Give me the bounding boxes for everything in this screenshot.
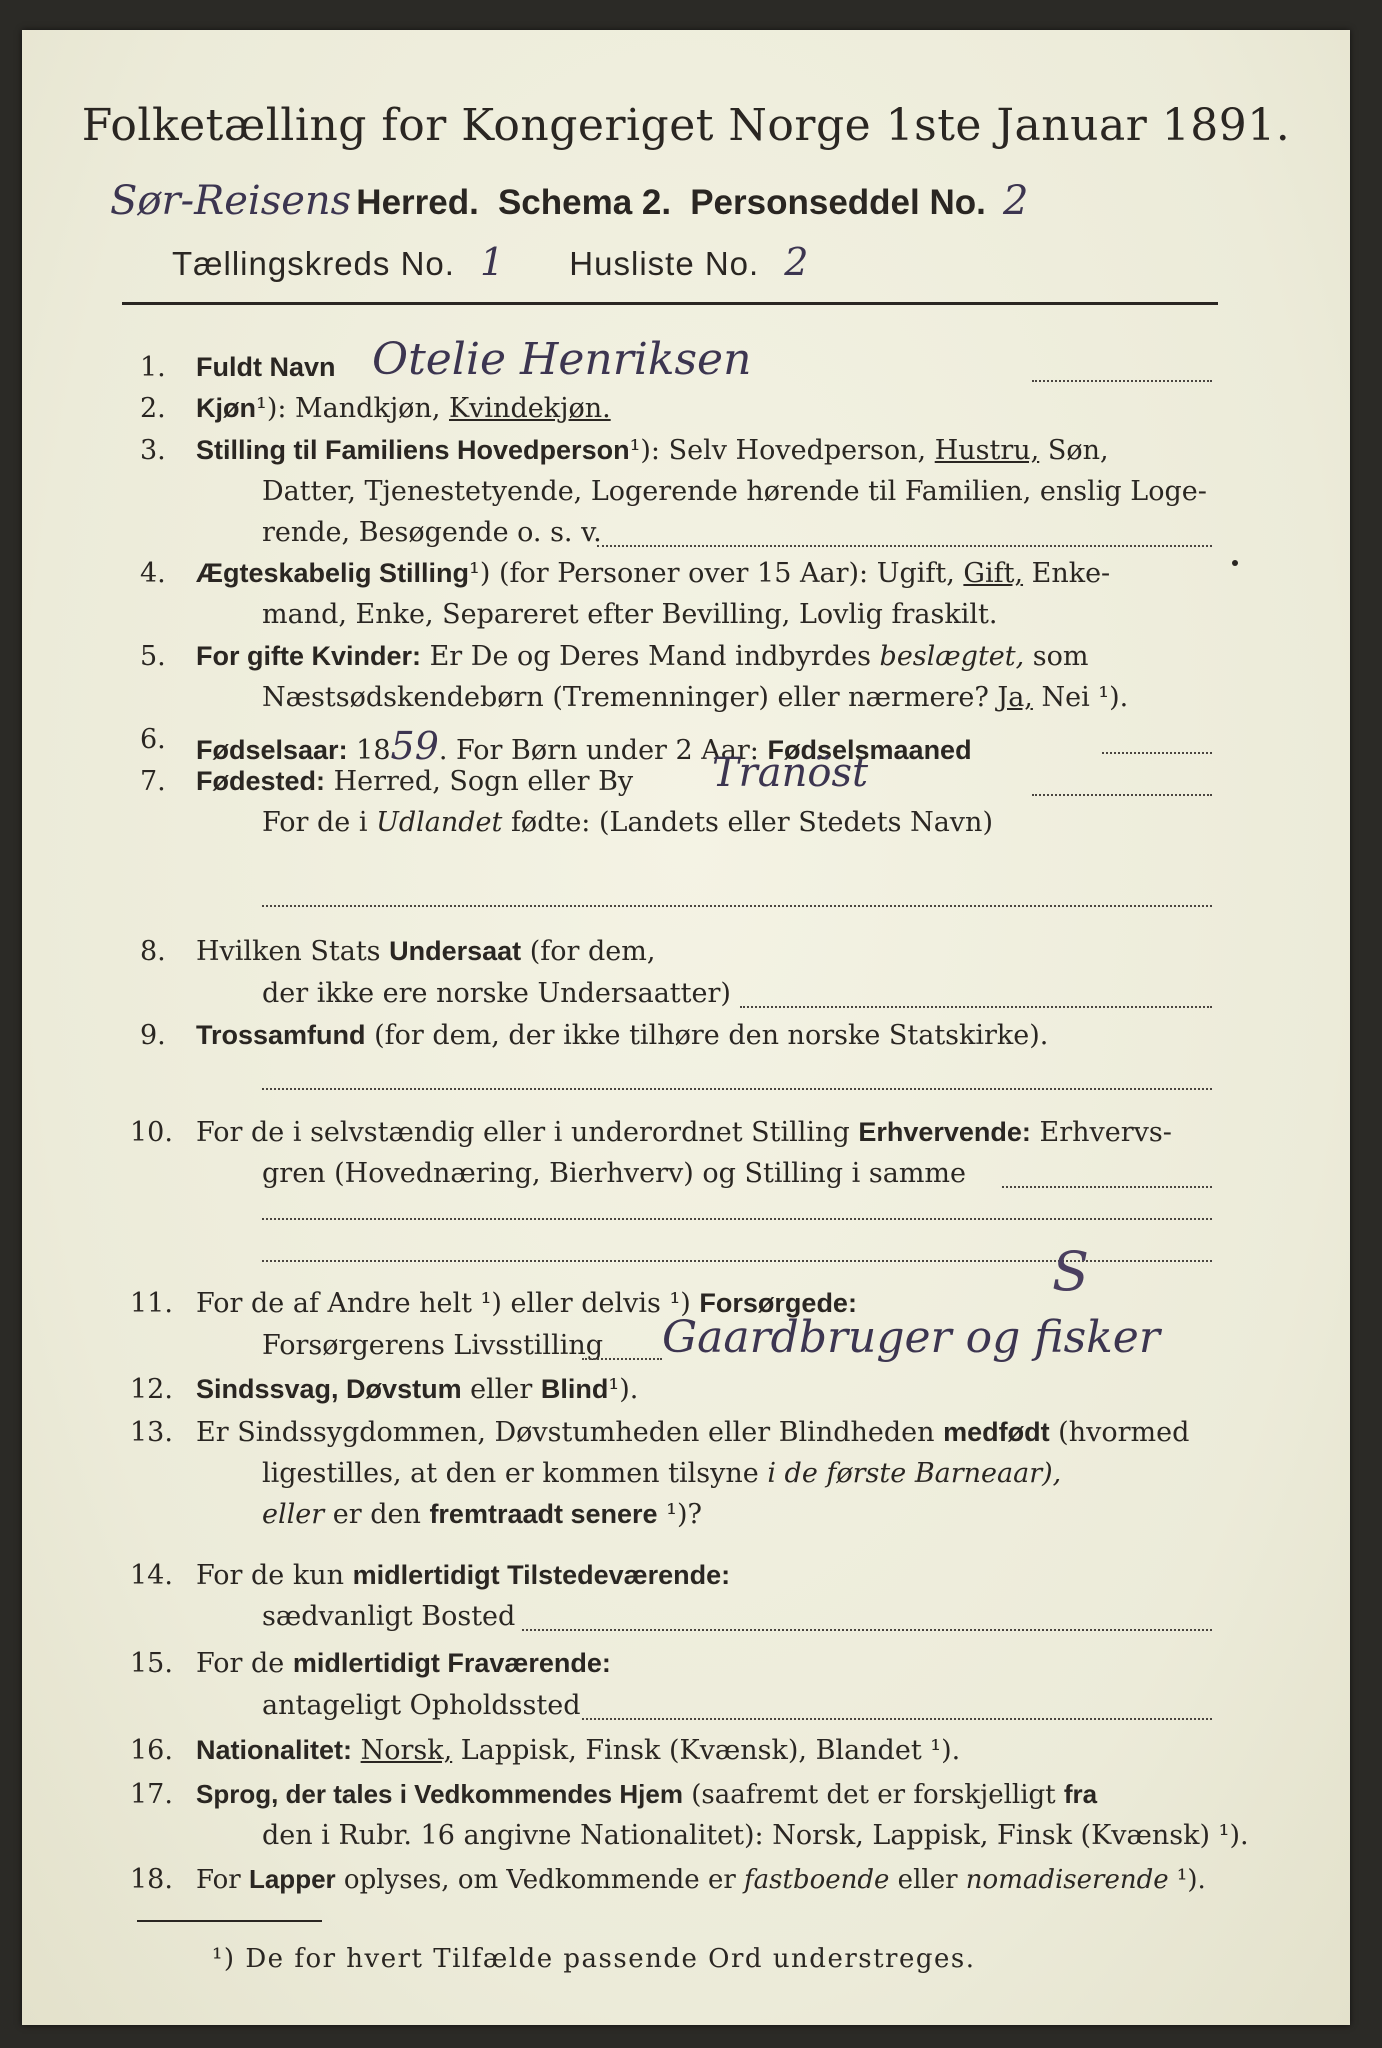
q10-label: Erhvervende:: [858, 1117, 1031, 1147]
q10-dots: [1002, 1186, 1212, 1188]
q16-space: [352, 1735, 361, 1766]
q4-line2: mand, Enke, Separeret efter Bevilling, Lovlig fraskilt.: [262, 599, 998, 630]
q8-line1b: (for dem,: [521, 936, 656, 967]
q15-label: midlertidigt Fraværende:: [292, 1648, 611, 1678]
q14-number: 14.: [130, 1560, 173, 1591]
q15-number: 15.: [130, 1648, 173, 1679]
q13-line3c: ¹)?: [657, 1499, 702, 1530]
q15-text: [196, 1648, 611, 1679]
q11-answer-mark: S: [1052, 1240, 1089, 1303]
q13-number: 13.: [130, 1417, 173, 1448]
q7-line2a: For de i: [262, 807, 377, 838]
kreds-line: [172, 240, 808, 284]
herred-value: Sør-Reisens: [110, 178, 352, 224]
q18-line1a: For: [196, 1865, 249, 1895]
q7-rest: Herred, Sogn eller By: [325, 766, 634, 797]
q12-label: Sindssvag, Døvstum: [196, 1374, 462, 1404]
q3-label: Stilling til Familiens Hovedperson: [196, 435, 630, 465]
q15-dots: [582, 1718, 1212, 1720]
footnote: ¹) De for hvert Tilfælde passende Ord understreges.: [212, 1944, 976, 1974]
q4-rest2: Enke-: [1023, 558, 1111, 589]
q9-rest: (for dem, der ikke tilhøre den norske Statskirke).: [365, 1020, 1049, 1051]
personseddel-value: 2: [1002, 178, 1029, 224]
q12-number: 12.: [130, 1374, 173, 1405]
q6-number: 6.: [140, 724, 166, 755]
husliste-label: Husliste No.: [569, 245, 760, 282]
q18-italic2: nomadiserende: [965, 1865, 1169, 1895]
q10-number: 10.: [130, 1117, 173, 1148]
q7-italic: Udlandet: [376, 807, 503, 838]
q8-line1a: Hvilken Stats: [196, 936, 390, 967]
header-rule: [122, 302, 1218, 305]
q11-label: Forsørgede:: [699, 1288, 857, 1318]
ink-mark: [1232, 560, 1238, 566]
q12-rest2: ¹).: [608, 1374, 639, 1405]
q18-label: Lapper: [248, 1864, 336, 1894]
q12-rest: eller: [461, 1374, 541, 1405]
q5-option-ja: Ja,: [997, 682, 1033, 713]
q5-line2b: Nei ¹).: [1032, 682, 1129, 713]
q16-number: 16.: [130, 1735, 173, 1766]
q13-text: [196, 1417, 1189, 1448]
q9-label: Trossamfund: [196, 1020, 366, 1050]
q1-dots: [1032, 380, 1212, 382]
q7-dots2: [262, 905, 1212, 907]
q18-number: 18.: [130, 1864, 173, 1895]
q18-line1b: oplyses, om Vedkommende er: [335, 1865, 745, 1895]
q2-rest: ¹): Mandkjøn,: [256, 393, 449, 424]
q16-rest: Lappisk, Finsk (Kvænsk), Blandet ¹).: [452, 1735, 961, 1766]
q6-pre: 18: [347, 735, 391, 766]
q14-line1a: For de kun: [196, 1560, 353, 1591]
q1-number: 1.: [140, 352, 166, 383]
q17-rest: (saafremt det er forskjelligt: [682, 1780, 1064, 1810]
footnote-rule: [137, 1920, 322, 1922]
q6-label: Fødselsaar:: [196, 735, 348, 765]
q12-label2: Blind: [540, 1374, 609, 1404]
q13-line3a: eller: [262, 1499, 325, 1530]
q14-line2: sædvanligt Bosted: [262, 1601, 516, 1632]
q13-line1a: Er Sindssygdommen, Døvstumheden eller Blindheden: [196, 1417, 944, 1448]
q5-label: For gifte Kvinder:: [196, 641, 422, 671]
q2-number: 2.: [140, 393, 166, 424]
q18-line1c: eller: [889, 1865, 966, 1895]
q16-text: [196, 1735, 960, 1766]
q3-line3: rende, Besøgende o. s. v.: [262, 517, 602, 548]
husliste-value: 2: [784, 240, 809, 284]
q8-number: 8.: [140, 936, 166, 967]
q3-option-hustru: Hustru,: [934, 435, 1040, 466]
q18-text: [196, 1864, 1206, 1895]
q13-line2a: ligestilles, at den er kommen tilsyne: [262, 1458, 768, 1489]
q10-line2: gren (Hovednæring, Bierhverv) og Stilling i samme: [262, 1158, 967, 1189]
q8-dots: [740, 1006, 1212, 1008]
q18-italic1: fastboende: [744, 1865, 890, 1895]
q9-text: [196, 1020, 1048, 1051]
q4-option-gift: Gift,: [963, 558, 1024, 589]
q11-line1a: For de af Andre helt ¹) eller delvis ¹): [196, 1288, 700, 1319]
q13-italic: i de første Barneaar),: [767, 1458, 1062, 1489]
q17-text: [196, 1779, 1097, 1810]
q3-rest2: Søn,: [1039, 435, 1109, 466]
q7-dots: [1032, 794, 1212, 796]
q8-line2: der ikke ere norske Undersaatter): [262, 978, 731, 1009]
q13-line2: [262, 1458, 1061, 1489]
kreds-label: Tællingskreds No.: [172, 245, 455, 282]
q5-italic: beslægtet,: [879, 641, 1025, 672]
q11-answer: Gaardbruger og fisker: [662, 1312, 1160, 1363]
q7-line2b: fødte: (Landets eller Stedets Navn): [502, 807, 993, 838]
q4-rest: ¹) (for Personer over 15 Aar): Ugift,: [469, 558, 964, 589]
q14-text: [196, 1560, 730, 1591]
q7-number: 7.: [140, 766, 166, 797]
q2-label: Kjøn: [196, 393, 256, 423]
q16-label: Nationalitet:: [196, 1735, 353, 1765]
herred-label: Herred.: [356, 183, 479, 222]
q3-text: [196, 435, 1109, 466]
q11-dots: [582, 1358, 662, 1360]
q13-label: medfødt: [943, 1417, 1050, 1447]
q5-text: [196, 641, 1089, 672]
q10-line1b: Erhvervs-: [1030, 1117, 1172, 1148]
q17-label: Sprog, der tales i Vedkommendes Hjem: [196, 1779, 683, 1809]
census-form: [22, 30, 1350, 2025]
q10-line1a: For de i selvstændig eller i underordnet Stilling: [196, 1117, 859, 1148]
q7-answer: Tranöst: [712, 750, 869, 796]
q10-dots2: [262, 1218, 1212, 1220]
q15-line1a: For de: [196, 1648, 293, 1679]
q13-label2: fremtraadt senere: [429, 1499, 658, 1529]
personseddel-label: Personseddel No.: [690, 183, 986, 222]
q7-label: Fødested:: [196, 766, 326, 796]
schema-label: Schema 2.: [497, 183, 672, 222]
q9-dots: [262, 1088, 1212, 1090]
q18-line1d: ¹).: [1168, 1865, 1206, 1895]
q6-answer: 59: [390, 724, 439, 768]
q5-line2: [262, 682, 1128, 713]
q17-label2: fra: [1063, 1779, 1098, 1809]
q17-line2: den i Rubr. 16 angivne Nationalitet): Norsk, Lappisk, Finsk (Kvænsk) ¹).: [262, 1820, 1249, 1851]
q17-number: 17.: [130, 1779, 173, 1810]
q3-dots: [597, 545, 1212, 547]
q13-line3: [262, 1499, 702, 1530]
q5-number: 5.: [140, 641, 166, 672]
q9-number: 9.: [140, 1020, 166, 1051]
q4-number: 4.: [140, 558, 166, 589]
q3-line2: Datter, Tjenestetyende, Logerende hørende til Familien, enslig Loge-: [262, 476, 1207, 507]
q8-text: [196, 936, 655, 967]
q5-rest: Er De og Deres Mand indbyrdes: [421, 641, 880, 672]
q3-number: 3.: [140, 435, 166, 466]
q14-label: midlertidigt Tilstedeværende:: [352, 1560, 731, 1590]
q11-number: 11.: [130, 1288, 173, 1319]
q13-line3b: er den: [324, 1499, 430, 1530]
herred-line: [110, 178, 1028, 224]
kreds-value: 1: [480, 240, 505, 284]
q1-label: Fuldt Navn: [196, 352, 336, 382]
q6-dots: [1102, 752, 1212, 754]
q6-label2: Fødselsmaaned: [767, 735, 972, 765]
q7-line2: [262, 807, 993, 838]
q2-text: [196, 393, 611, 424]
q4-label: Ægteskabelig Stilling: [196, 558, 470, 588]
q7-text: [196, 766, 633, 797]
q5-line2a: Næstsødskendebørn (Tremenninger) eller nærmere?: [262, 682, 998, 713]
q15-line2: antageligt Opholdssted: [262, 1690, 581, 1721]
q1-answer: Otelie Henriksen: [372, 334, 752, 385]
q14-dots: [522, 1629, 1212, 1631]
q4-text: [196, 558, 1110, 589]
q13-line1b: (hvormed: [1049, 1417, 1190, 1448]
q10-text: [196, 1117, 1172, 1148]
q12-text: [196, 1374, 638, 1405]
q5-rest2: som: [1024, 641, 1089, 672]
q2-option-kvindekjon: Kvindekjøn.: [449, 393, 611, 424]
q11-line2: Forsørgerens Livsstilling: [262, 1330, 604, 1361]
q6-mid: . For Børn under 2 Aar:: [438, 735, 768, 766]
q8-label: Undersaat: [389, 936, 522, 966]
q16-option-norsk: Norsk,: [360, 1735, 453, 1766]
form-title: Folketælling for Kongeriget Norge 1ste Januar 1891.: [81, 100, 1291, 151]
q3-rest: ¹): Selv Hovedperson,: [629, 435, 935, 466]
